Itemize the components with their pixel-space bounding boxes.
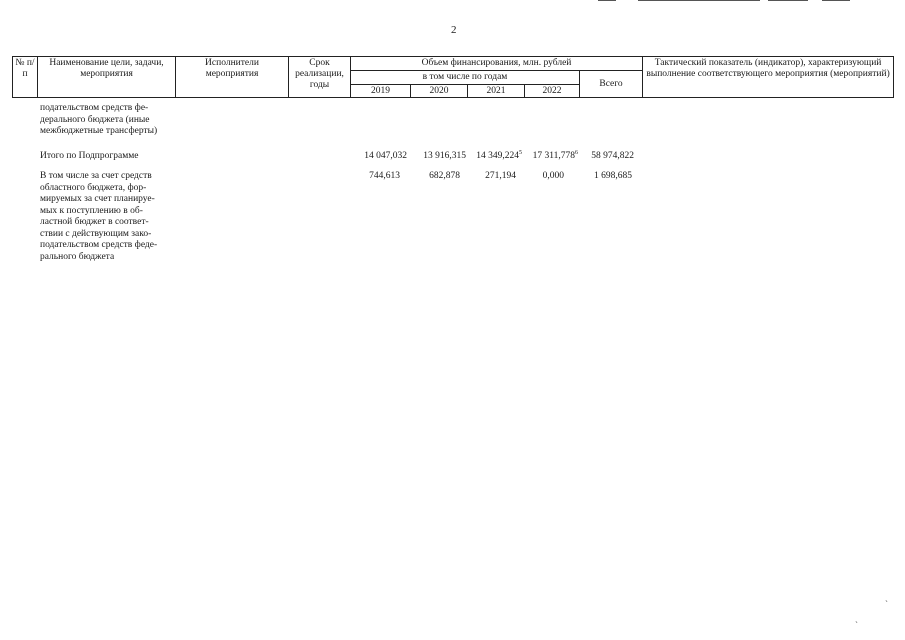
header-total-cell: Всего — [580, 71, 643, 98]
top-edge-mark — [598, 0, 616, 1]
top-edge-mark — [638, 0, 760, 1]
top-edge-mark — [768, 0, 808, 1]
value-text: 14 349,224 — [476, 151, 519, 161]
text-line: подательством средств феде- — [40, 240, 158, 250]
value-2020: 682,878 — [429, 171, 460, 181]
text-line: дерального бюджета (иные — [40, 114, 150, 125]
scan-speck: ˏ — [885, 592, 888, 602]
header-year-cell: 2020 — [411, 85, 468, 98]
text-line: мируемых за счет планируе- — [40, 194, 155, 204]
header-by-years-cell: в том числе по годам — [351, 71, 580, 85]
header-year-cell: 2021 — [468, 85, 525, 98]
text-line: В том числе за счет средств — [40, 171, 152, 181]
text-line: мых к поступлению в об- — [40, 205, 143, 216]
text-line: рального бюджета — [40, 251, 115, 262]
header-indicator-cell: Тактический показатель (индикатор), характеризующий выполнение соответствующего мероприятия (мероприятий) — [643, 57, 894, 98]
value-2019: 744,613 — [369, 171, 400, 181]
value-2021: 271,194 — [485, 171, 516, 181]
text-line: ластной бюджет в соответ- — [40, 217, 149, 227]
table-header — [12, 56, 894, 98]
value-total — [578, 151, 634, 163]
text-line: ствии с действующим зако- — [40, 228, 152, 239]
text-line: подательством средств фе- — [40, 103, 149, 113]
header-funding-cell: Объем финансирования, млн. рублей — [351, 57, 643, 71]
value-text: 14 047,032 — [364, 151, 407, 161]
value-2021 — [466, 151, 522, 163]
header-year-cell: 2022 — [525, 85, 580, 98]
header-year-cell: 2019 — [351, 85, 411, 98]
footnote-mark: 5 — [519, 150, 522, 156]
scan-speck: ˏ — [855, 613, 858, 623]
header-executors-cell: Исполнители мероприятия — [176, 57, 289, 98]
subprogram-total-label: Итого по Подпрограмме — [40, 151, 139, 161]
text-line: межбюджетные трансферты) — [40, 126, 158, 136]
text-line: областного бюджета, фор- — [40, 182, 147, 193]
page-number: 2 — [451, 24, 457, 36]
value-text: 17 311,778 — [532, 151, 575, 161]
top-edge-mark — [822, 0, 850, 1]
header-term-cell: Срок реализации, годы — [289, 57, 351, 98]
header-name-cell: Наименование цели, задачи, мероприятия — [38, 57, 176, 98]
value-2022: 0,000 — [542, 171, 564, 181]
value-2020 — [408, 151, 466, 163]
regional-budget-text — [40, 171, 176, 263]
value-2022 — [522, 151, 578, 163]
value-text: 58 974,822 — [591, 151, 634, 161]
continuation-text — [40, 103, 176, 138]
footnote-mark: 6 — [575, 150, 578, 156]
value-2019 — [350, 151, 407, 163]
value-text: 13 916,315 — [423, 151, 466, 161]
value-total: 1 698,685 — [594, 171, 632, 181]
header-num-cell: № п/п — [13, 57, 38, 98]
